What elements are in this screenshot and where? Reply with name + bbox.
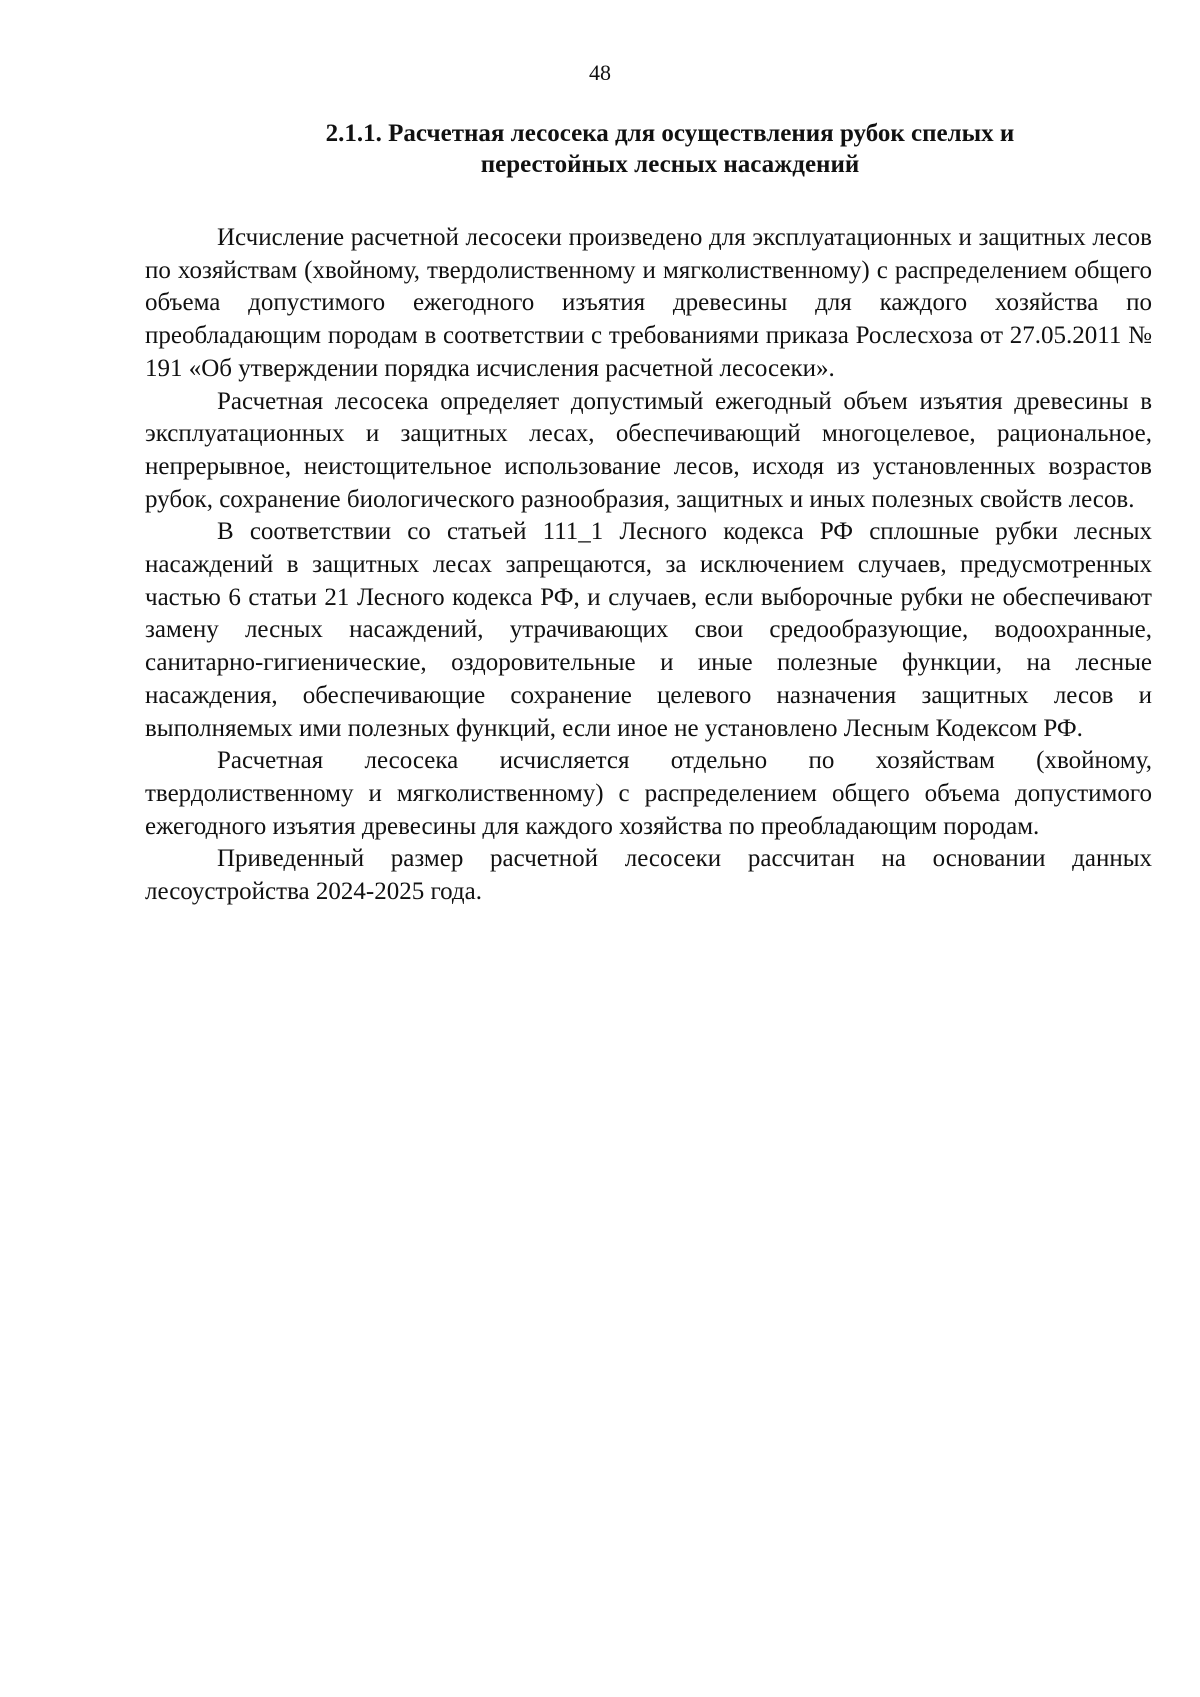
section-title [270, 118, 1070, 180]
paragraph-3: В соответствии со статьей 111_1 Лесного кодекса РФ сплошные рубки лесных насаждений в защитных лесах запрещаются, за исключением случаев, предусмотренных частью 6 статьи 21 Лесного кодекса РФ, и случаев, если выборочные рубки не обеспечивают замену лесных насаждений, утрачивающих свои средообразующие, водоохранные, санитарно-гигиенические, оздоровительные и иные полезные функции, на лесные насаждения, обеспечивающие сохранение целевого назначения защитных лесов и выполняемых ими полезных функций, если иное не установлено Лесным Кодексом РФ. [145, 518, 1152, 742]
page-number: 48 [589, 60, 611, 85]
paragraph-5: Приведенный размер расчетной лесосеки рассчитан на основании данных лесоустройства 2024-2025 года. [145, 845, 1152, 906]
paragraph-2: Расчетная лесосека определяет допустимый ежегодный объем изъятия древесины в эксплуатационных и защитных лесах, обеспечивающий многоцелевое, рациональное, непрерывное, неистощительное использование лесов, исходя из установленных возрастов рубок, сохранение биологического разнообразия, защитных и иных полезных свойств лесов. [145, 387, 1152, 513]
paragraph-1: Исчисление расчетной лесосеки произведено для эксплуатационных и защитных лесов по хозяйствам (хвойному, твердолиственному и мягколиственному) с распределением общего объема допустимого ежегодного изъятия древесины для каждого хозяйства по преобладающим породам в соответствии с требованиями приказа Рослесхоза от 27.05.2011 № 191 «Об утверждении порядка исчисления расчетной лесосеки». [145, 224, 1152, 382]
paragraph-4: Расчетная лесосека исчисляется отдельно по хозяйствам (хвойному, твердолиственному и мягколиственному) с распределением общего объема допустимого ежегодного изъятия древесины для каждого хозяйства по преобладающим породам. [145, 747, 1152, 840]
body-text [145, 222, 1152, 909]
section-title-line-1: 2.1.1. Расчетная лесосека для осуществления рубок спелых и [325, 120, 1015, 147]
section-title-line-2: перестойных лесных насаждений [480, 151, 860, 178]
